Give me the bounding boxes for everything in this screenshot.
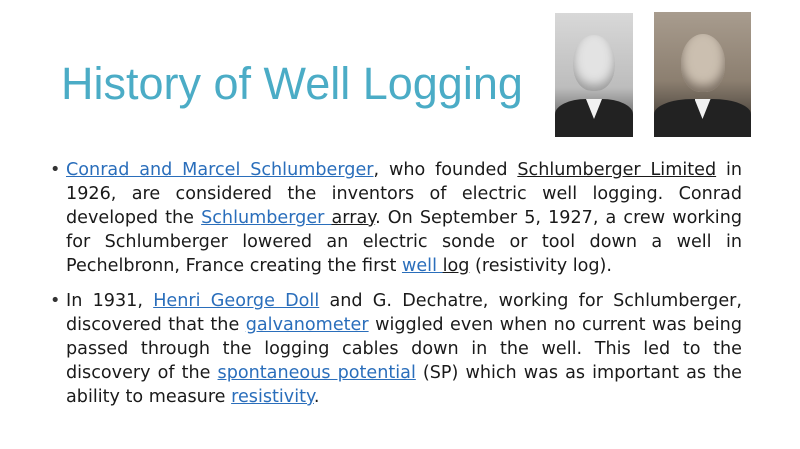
- body-text: wiggled even when no current was being passed through the logging cables down in the well. This led to the discovery of the: [66, 315, 742, 383]
- hyperlink[interactable]: well: [401, 256, 443, 276]
- slide-body: [50, 158, 743, 420]
- body-text: , who founded: [373, 160, 518, 180]
- hyperlink[interactable]: galvanometer: [245, 315, 369, 335]
- body-text: In 1931,: [66, 291, 154, 311]
- slide-title: History of Well Logging: [61, 58, 523, 109]
- body-text: and G. Dechatre, working for Schlumberger, discovered that the: [66, 291, 742, 335]
- hyperlink[interactable]: Conrad and Marcel Schlumberger: [66, 160, 374, 180]
- portrait-photo-conrad-schlumberger: [555, 13, 633, 137]
- hyperlink[interactable]: resistivity: [231, 387, 314, 407]
- bullet-item: [50, 289, 742, 409]
- body-text: .: [313, 387, 320, 407]
- body-text: . On September 5, 1927, a crew working for Schlumberger lowered an electric sonde or tool down a well in Pechelbronn, France creating the first: [66, 208, 743, 276]
- face-shape: [681, 34, 725, 92]
- face-shape: [573, 35, 615, 91]
- bullet-icon: •: [50, 160, 61, 180]
- body-text: (SP) which was as important as the ability to measure: [66, 363, 742, 407]
- portrait-photo-marcel-schlumberger: [654, 12, 751, 137]
- hyperlink[interactable]: Schlumberger: [201, 208, 332, 228]
- underlined-text: Schlumberger Limited: [517, 160, 717, 180]
- underlined-text: log: [442, 256, 470, 276]
- body-text: (resistivity log).: [469, 256, 613, 276]
- underlined-text: array: [331, 208, 376, 228]
- body-text: in 1926, are considered the inventors of electric well logging. Conrad developed the: [66, 160, 743, 228]
- bullet-item: [50, 158, 743, 278]
- hyperlink[interactable]: spontaneous potential: [217, 363, 416, 383]
- hyperlink[interactable]: Henri George Doll: [153, 291, 320, 311]
- bullet-icon: •: [50, 291, 61, 311]
